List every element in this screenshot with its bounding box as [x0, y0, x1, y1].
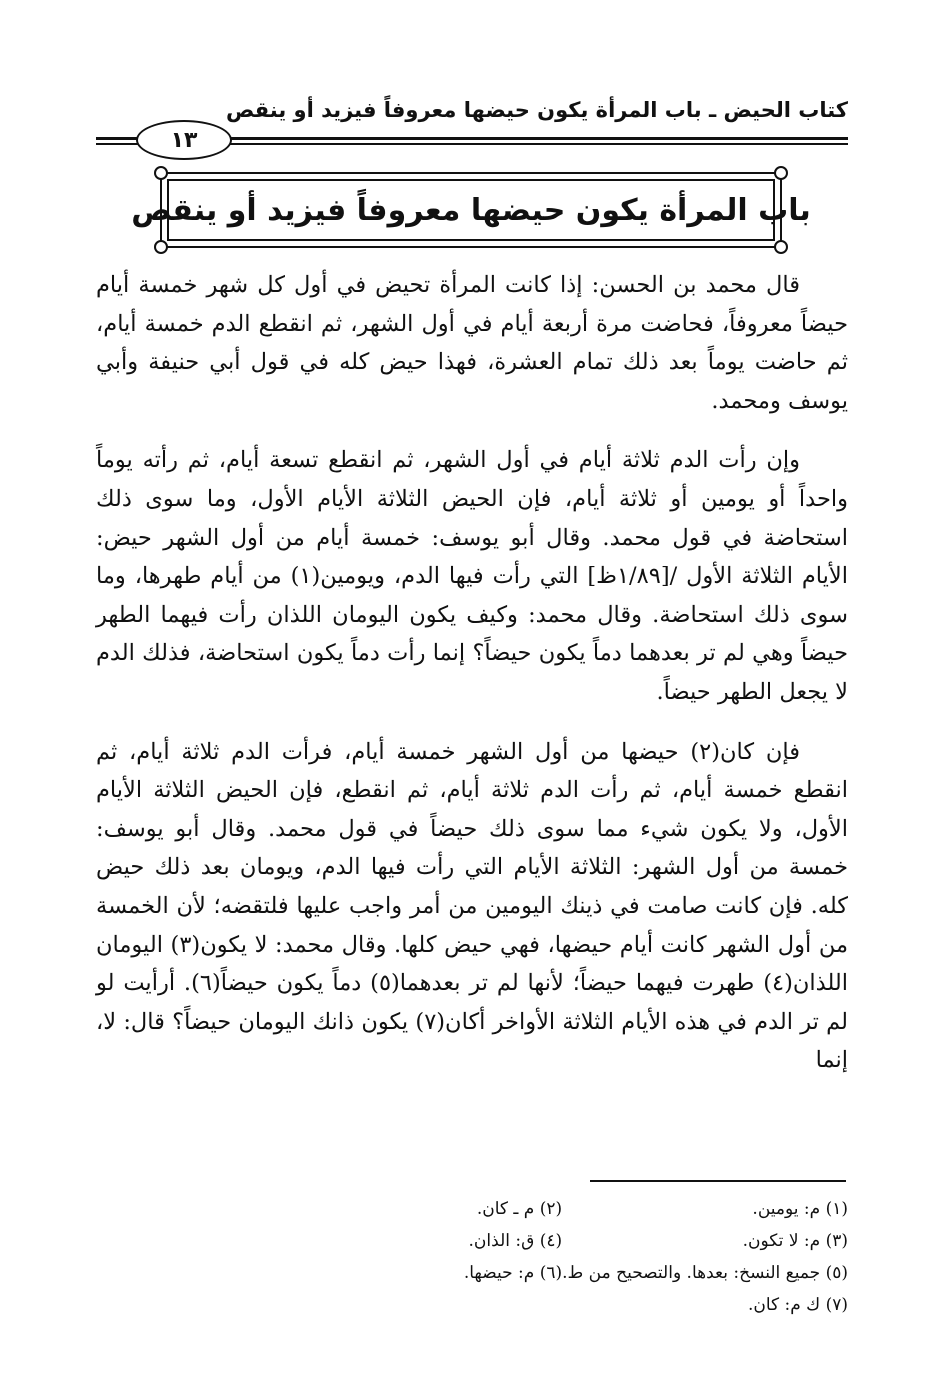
body-text	[96, 266, 848, 1101]
running-header: كتاب الحيض ـ باب المرأة يكون حيضها معروفاً فيزيد أو ينقص	[225, 98, 848, 122]
footnote: (٥) جميع النسخ: بعدها. والتصحيح من ط.	[562, 1263, 848, 1283]
footnote: (٧) ك م: كان.	[747, 1295, 848, 1315]
chapter-title-frame	[131, 172, 811, 248]
paragraph: فإن كان(٢) حيضها من أول الشهر خمسة أيام، فرأت الدم ثلاثة أيام، ثم انقطع خمسة أيام، ثم رأت الدم ثلاثة أيام، ثم انقطع، فإن الحيض الثلاثة الأيام الأول، ولا يكون شيء مما سوى ذلك حيضاً في قول محمد. وقال أبو يوسف: خمسة من أول الشهر: الثلاثة الأيام التي رأت فيها الدم، ويومان بعد ذلك حيض كله. فإن كانت صامت في ذينك اليومين من أمر واجب عليها فلتقضه؛ لأن الخمسة من أول الشهر كانت أيام حيضها، فهي حيض كلها. وقال محمد: لا يكون(٣) اليومان اللذان(٤) طهرت فيهما حيضاً؛ لأنها لم تر بعدهما(٥) دماً يكون حيضاً(٦). أرأيت لو لم تر الدم في هذه الأيام الثلاثة الأواخر أكان(٧) يكون ذانك اليومان حيضاً؟ قال: لا، إنما	[96, 738, 848, 1074]
chapter-title: باب المرأة يكون حيضها معروفاً فيزيد أو ينقص	[131, 192, 811, 228]
footnote: (٣) م: لا تكون.	[742, 1231, 848, 1251]
paragraph: قال محمد بن الحسن: إذا كانت المرأة تحيض في أول كل شهر خمسة أيام حيضاً معروفاً، فحاضت مرة أربعة أيام في أول الشهر، ثم انقطع الدم خمسة أيام، ثم حاضت يوماً بعد ذلك تمام العشرة، فهذا حيض كله في قول أبي حنيفة وأبي يوسف ومحمد.	[96, 272, 848, 414]
paragraph: وإن رأت الدم ثلاثة أيام في أول الشهر، ثم انقطع تسعة أيام، ثم رأته يوماً واحداً أو يومين أو ثلاثة أيام، فإن الحيض الثلاثة الأيام الأول، وما سوى ذلك استحاضة في قول محمد. وقال أبو يوسف: خمسة أيام من أول الشهر حيض: الأيام الثلاثة الأول /[١/٨٩ظ] التي رأت فيها الدم، ويومين(١) من أيام طهرها، وما سوى ذلك استحاضة. وقال محمد: وكيف يكون اليومان اللذان رأت فيهما الطهر حيضاً وهي لم تر بعدهما دماً يكون حيضاً؟ إنما رأت دماً يكون استحاضة، فذلك الدم لا يجعل الطهر حيضاً.	[96, 447, 848, 705]
footnote: (٦) م: حيضها.	[463, 1263, 563, 1283]
page-number: ١٣	[136, 120, 232, 160]
footnote: (٤) ق: الذان.	[468, 1231, 563, 1251]
footnote-separator	[590, 1180, 846, 1182]
footnotes	[300, 1196, 848, 1318]
footnote: (٢) م ـ كان.	[476, 1199, 563, 1219]
footnote: (١) م: يومين.	[752, 1199, 848, 1219]
